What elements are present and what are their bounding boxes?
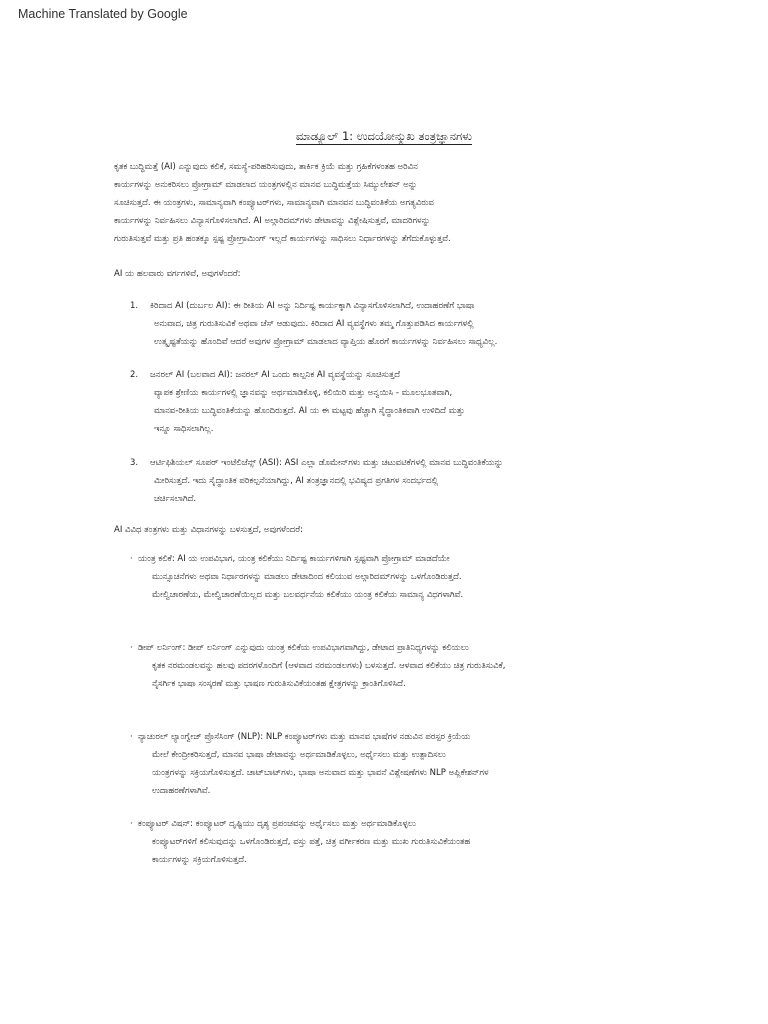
paragraph-line: AI ಯ ಹಲವಾರು ವರ್ಗಗಳಿವೆ, ಅವುಗಳೆಂದರೆ:: [114, 269, 241, 279]
item-line: ಚರ್ಚಿಸಲಾಗಿದೆ.: [154, 494, 197, 504]
item-line: ಜನರಲ್ AI (ಬಲವಾದ AI): ಜನರಲ್ AI ಒಂದು ಕಾಲ್ಪನಿಕ AI ವ್ಯವಸ್ಥೆಯನ್ನು ಸೂಚಿಸುತ್ತದೆ: [150, 370, 401, 380]
item-number: 3.: [130, 458, 139, 468]
item-line: ಅನುವಾದ, ಚಿತ್ರ ಗುರುತಿಸುವಿಕೆ ಅಥವಾ ಚೆಸ್ ಆಡುವುದು. ಕಿರಿದಾದ AI ವ್ಯವಸ್ಥೆಗಳು ತಮ್ಮ ಗೊತ್ತುಪಡಿಸಿದ ಕಾರ್ಯಗಳಲ್ಲಿ: [154, 319, 474, 329]
item-line: ಡೀಪ್ ಲರ್ನಿಂಗ್: ಡೀಪ್ ಲರ್ನಿಂಗ್ ಎನ್ನುವುದು ಯಂತ್ರ ಕಲಿಕೆಯ ಉಪವಿಭಾಗವಾಗಿದ್ದು, ಡೇಟಾದ ಪ್ರಾತಿನಿಧ್ಯಗಳನ್ನು ಕಲಿಯಲು: [138, 643, 469, 653]
item-line: ವ್ಯಾಪಕ ಶ್ರೇಣಿಯ ಕಾರ್ಯಗಳಲ್ಲಿ ಜ್ಞಾನವನ್ನು ಅರ್ಥಮಾಡಿಕೊಳ್ಳಿ, ಕಲಿಯಿರಿ ಮತ್ತು ಅನ್ವಯಿಸಿ - ಮೂಲಭೂತವಾಗಿ,: [154, 388, 453, 398]
bullet-icon: ·: [130, 732, 133, 742]
item-line: ಯಂತ್ರ ಕಲಿಕೆ: AI ಯ ಉಪವಿಭಾಗ, ಯಂತ್ರ ಕಲಿಕೆಯು ನಿರ್ದಿಷ್ಟ ಕಾರ್ಯಗಳಿಗಾಗಿ ಸ್ಪಷ್ಟವಾಗಿ ಪ್ರೋಗ್ರಾಮ್ ಮಾಡದೆಯೇ: [138, 554, 450, 564]
techniques-lead: [114, 521, 724, 539]
paragraph-line: ಕಾರ್ಯಗಳನ್ನು ನಿರ್ವಹಿಸಲು ವಿನ್ಯಾಸಗೊಳಿಸಲಾಗಿದೆ. AI ಅಲ್ಗಾರಿದಮ್‌ಗಳು ಡೇಟಾವನ್ನು ವಿಶ್ಲೇಷಿಸುತ್ತವೆ, ಮಾದರಿಗಳನ್ನು: [114, 216, 431, 226]
item-line: ಕೃತಕ ನರಮಂಡಲವನ್ನು ಹಲವು ಪದರಗಳೊಂದಿಗೆ (ಆಳವಾದ ನರಮಂಡಲಗಳು) ಬಳಸುತ್ತದೆ. ಆಳವಾದ ಕಲಿಕೆಯು ಚಿತ್ರ ಗುರುತಿಸುವಿಕೆ,: [152, 661, 506, 671]
item-line: ಕಿರಿದಾದ AI (ದುರ್ಬಲ AI): ಈ ರೀತಿಯ AI ಅನ್ನು ನಿರ್ದಿಷ್ಟ ಕಾರ್ಯಕ್ಕಾಗಿ ವಿನ್ಯಾಸಗೊಳಿಸಲಾಗಿದೆ, ಉದಾಹರಣೆಗೆ ಭಾಷಾ: [150, 301, 475, 311]
item-line: ಉದಾಹರಣೆಗಳಾಗಿವೆ.: [152, 786, 211, 796]
item-line: ನ್ಯಾಚುರಲ್ ಲ್ಯಾಂಗ್ವೇಜ್ ಪ್ರೊಸೆಸಿಂಗ್ (NLP): NLP ಕಂಪ್ಯೂಟರ್‌ಗಳು ಮತ್ತು ಮಾನವ ಭಾಷೆಗಳ ನಡುವಿನ ಪರಸ್ಪರ ಕ್ರಿಯೆಯ: [138, 732, 471, 742]
item-line: ಉತ್ಕೃಷ್ಟತೆಯನ್ನು ಹೊಂದಿವೆ ಆದರೆ ಅವುಗಳ ಪ್ರೋಗ್ರಾಮ್ ಮಾಡಲಾದ ವ್ಯಾಪ್ತಿಯ ಹೊರಗೆ ಕಾರ್ಯಗಳನ್ನು ನಿರ್ವಹಿಸಲು ಸಾಧ್ಯವಿಲ್ಲ.: [154, 337, 498, 347]
item-line: ಮೀರಿಸುತ್ತದೆ. ಇದು ಸೈದ್ಧಾಂತಿಕ ಪರಿಕಲ್ಪನೆಯಾಗಿದ್ದು, AI ತಂತ್ರಜ್ಞಾನದಲ್ಲಿ ಭವಿಷ್ಯದ ಪ್ರಗತಿಗಳ ಸಂದರ್ಭದಲ್ಲಿ: [154, 476, 439, 486]
bullet-icon: ·: [130, 819, 133, 829]
item-line: ಮೇಲೆ ಕೇಂದ್ರೀಕರಿಸುತ್ತದೆ, ಮಾನವ ಭಾಷಾ ಡೇಟಾವನ್ನು ಅರ್ಥಮಾಡಿಕೊಳ್ಳಲು, ಅರ್ಥೈಸಲು ಮತ್ತು ಉತ್ಪಾದಿಸಲು: [152, 750, 446, 760]
paragraph-line: ಸೂಚಿಸುತ್ತದೆ. ಈ ಯಂತ್ರಗಳು, ಸಾಮಾನ್ಯವಾಗಿ ಕಂಪ್ಯೂಟರ್‌ಗಳು, ಸಾಮಾನ್ಯವಾಗಿ ಮಾನವನ ಬುದ್ಧಿವಂತಿಕೆಯ ಅಗತ್ಯವಿರುವ: [114, 198, 434, 208]
paragraph-line: AI ವಿವಿಧ ತಂತ್ರಗಳು ಮತ್ತು ವಿಧಾನಗಳನ್ನು ಬಳಸುತ್ತದೆ, ಅವುಗಳೆಂದರೆ:: [114, 525, 303, 535]
item-line: ಮುನ್ಸೂಚನೆಗಳು ಅಥವಾ ನಿರ್ಧಾರಗಳನ್ನು ಮಾಡಲು ಡೇಟಾದಿಂದ ಕಲಿಯುವ ಅಲ್ಗಾರಿದಮ್‌ಗಳನ್ನು ಒಳಗೊಂಡಿರುತ್ತದೆ.: [152, 572, 462, 582]
item-line: ಕಂಪ್ಯೂಟರ್ ವಿಷನ್: ಕಂಪ್ಯೂಟರ್ ದೃಷ್ಟಿಯು ದೃಶ್ಯ ಪ್ರಪಂಚವನ್ನು ಅರ್ಥೈಸಲು ಮತ್ತು ಅರ್ಥಮಾಡಿಕೊಳ್ಳಲು: [138, 819, 416, 829]
bullet-icon: ·: [130, 554, 133, 564]
intro-paragraph: [114, 158, 724, 248]
paragraph-line: ಕಾರ್ಯಗಳನ್ನು ಅನುಕರಿಸಲು ಪ್ರೋಗ್ರಾಮ್ ಮಾಡಲಾದ ಯಂತ್ರಗಳಲ್ಲಿನ ಮಾನವ ಬುದ್ಧಿಮತ್ತೆಯ ಸಿಮ್ಯುಲೇಶನ್ ಅನ್ನು: [114, 180, 418, 190]
item-number: 1.: [130, 301, 139, 311]
item-line: ಇನ್ನೂ ಸಾಧಿಸಲಾಗಿಲ್ಲ.: [154, 424, 214, 434]
categories-lead: [114, 265, 724, 283]
bullet-icon: ·: [130, 643, 133, 653]
machine-translated-banner: Machine Translated by Google: [18, 7, 188, 21]
item-line: ಯಂತ್ರಗಳನ್ನು ಸಕ್ರಿಯಗೊಳಿಸುತ್ತದೆ. ಚಾಟ್‌ಬಾಟ್‌ಗಳು, ಭಾಷಾ ಅನುವಾದ ಮತ್ತು ಭಾವನೆ ವಿಶ್ಲೇಷಣೆಗಳು NLP ಅಪ್ಲಿಕೇಶನ್‌ಗಳ: [152, 768, 489, 778]
paragraph-line: ಗುರುತಿಸುತ್ತವೆ ಮತ್ತು ಪ್ರತಿ ಹಂತಕ್ಕೂ ಸ್ಪಷ್ಟ ಪ್ರೋಗ್ರಾಮಿಂಗ್ ಇಲ್ಲದೆ ಕಾರ್ಯಗಳನ್ನು ಸಾಧಿಸಲು ನಿರ್ಧಾರಗಳನ್ನು ತೆಗೆದುಕೊಳ್ಳುತ್ತವೆ.: [114, 234, 451, 244]
item-line: ನೈಸರ್ಗಿಕ ಭಾಷಾ ಸಂಸ್ಕರಣೆ ಮತ್ತು ಭಾಷಣ ಗುರುತಿಸುವಿಕೆಯಂತಹ ಕ್ಷೇತ್ರಗಳನ್ನು ಕ್ರಾಂತಿಗೊಳಿಸಿದೆ.: [152, 679, 406, 689]
paragraph-line: ಕೃತಕ ಬುದ್ಧಿಮತ್ತೆ (AI) ಎನ್ನುವುದು ಕಲಿಕೆ, ಸಮಸ್ಯೆ-ಪರಿಹರಿಸುವುದು, ತಾರ್ಕಿಕ ಕ್ರಿಯೆ ಮತ್ತು ಗ್ರಹಿಕೆಗಳಂತಹ ಅರಿವಿನ: [114, 162, 418, 172]
page-title: [0, 126, 768, 146]
item-line: ಮಾನವ-ರೀತಿಯ ಬುದ್ಧಿವಂತಿಕೆಯನ್ನು ಹೊಂದಿರುತ್ತದೆ. AI ಯ ಈ ಮಟ್ಟವು ಹೆಚ್ಚಾಗಿ ಸೈದ್ಧಾಂತಿಕವಾಗಿ ಉಳಿದಿದೆ ಮತ್ತು: [154, 406, 465, 416]
item-line: ಕಾರ್ಯಗಳನ್ನು ಸಕ್ರಿಯಗೊಳಿಸುತ್ತದೆ.: [152, 855, 247, 865]
page-title-text: ಮಾಡ್ಯೂಲ್ 1: ಉದಯೋನ್ಮುಖ ತಂತ್ರಜ್ಞಾನಗಳು: [295, 129, 473, 143]
item-number: 2.: [130, 370, 139, 380]
item-line: ಕಂಪ್ಯೂಟರ್‌ಗಳಿಗೆ ಕಲಿಸುವುದನ್ನು ಒಳಗೊಂಡಿರುತ್ತದೆ, ವಸ್ತು ಪತ್ತೆ, ಚಿತ್ರ ವರ್ಗೀಕರಣ ಮತ್ತು ಮುಖ ಗುರುತಿಸುವಿಕೆಯಂತಹ: [152, 837, 471, 847]
item-line: ಮೇಲ್ವಿಚಾರಣೆಯ, ಮೇಲ್ವಿಚಾರಣೆಯಿಲ್ಲದ ಮತ್ತು ಬಲವರ್ಧನೆಯ ಕಲಿಕೆಯು ಯಂತ್ರ ಕಲಿಕೆಯ ಸಾಮಾನ್ಯ ವಿಧಗಳಾಗಿವೆ.: [152, 590, 464, 600]
item-line: ಆರ್ಟಿಫಿಶಿಯಲ್ ಸೂಪರ್ ಇಂಟೆಲಿಜೆನ್ಸ್ (ASI): ASI ಎಲ್ಲಾ ಡೊಮೇನ್‌ಗಳು ಮತ್ತು ಚಟುವಟಿಕೆಗಳಲ್ಲಿ ಮಾನವ ಬುದ್ಧಿವಂತಿಕೆಯನ್ನು: [150, 458, 504, 468]
